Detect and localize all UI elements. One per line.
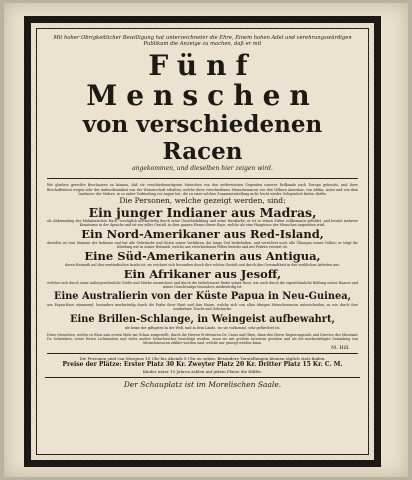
person-2-title: Ein Nord-Amerikaner aus Red-Island, bbox=[81, 226, 324, 241]
section-heading: Die Personen, welche gezeigt werden, sind: bbox=[119, 195, 286, 205]
venue-line: Der Schauplatz ist im Morelischen Saale. bbox=[45, 377, 360, 389]
person-6-desc: die keine der giftigsten in der Welt, und in dem Lande, wo sie vorkommt, sehr gefürchtet ist. bbox=[124, 325, 281, 330]
price-list: Preise der Plätze: Erster Platz 30 Kr. Zweyter Platz 20 Kr. Dritter Platz 15 Kr. C. M. bbox=[62, 360, 343, 368]
signature: M. Hill. bbox=[330, 344, 350, 351]
person-3-title: Eine Süd-Amerikanerin aus Antigua, bbox=[84, 249, 321, 264]
person-3-desc: deren Heimath auf den westindischen Inseln ist; sie zeichnet sich besonders durch ihre schöne Gestalt und durch ihre Gewandtheit in den weiblichen Arbeiten aus. bbox=[65, 263, 340, 268]
intro-paragraph: Wir glauben gerechte Beschauern zu können, daß sie verschiedenartigsten Menschen von den entferntesten Gegenden unserer Erdkunde nach Europa gebracht, und ihrer Beschaffenheit wegen sehr der Aufmerksamkeit von der Wissenschaft erhalten, welche diese verschiedenen Menschenracen von den Völkern Amerikas, von Afrika, Asien und von dem Inselmeer der Südsee, in so naher Verbindung vor Augen hat, die zu einer solchen Zusammenstellung nicht leicht wieder Gelegenheit bieten dürfte. bbox=[47, 183, 358, 196]
person-2-desc: derselbe ist vom Stamme der Indianer und hat alle Gebräuche und Sitten seiner Vorfahren, die lange Zeit beibehalten, und verrichtet noch alle Übungen seines Volkes; er trägt die Kleidung wie in seiner Heimath, welche aus verschiedenen Fellen besteht und mit Federn verziert ist. bbox=[47, 240, 358, 249]
poster-sheet bbox=[4, 3, 408, 477]
person-1-desc: als Abkömmling der Malabarischen Race, vorzüglich merkwürdig durch seine Gesichtsbildung und seine Hautfarbe; er ist in seinen Sitten vollkommen gebildet, und besitzt mehrere Kenntnisse in der Sprache und ist von edler Gestalt, in dem ganzen Wesen dieser Raçe, welche als eine Hauptrace der Menschen angesehen wird. bbox=[47, 218, 358, 227]
person-6-title: Eine Brillen-Schlange, in Weingeist aufbewahrt, bbox=[70, 313, 335, 325]
divider bbox=[47, 178, 358, 179]
person-1-title: Ein junger Indianer aus Madras, bbox=[88, 204, 317, 220]
inner-frame bbox=[36, 28, 369, 455]
arrival-note: angekommen, und dieselben hier zeigen wird. bbox=[132, 165, 273, 173]
children-note: Kinder unter 10 Jahren zahlen auf jedem Platze die Hälfte. bbox=[142, 368, 263, 374]
poster-content bbox=[45, 35, 360, 448]
divider bbox=[47, 353, 358, 354]
closing-paragraph: Diese Menschen, welche in Wien zum ersten Male zur Schau ausgestellt, durch die Herren Professoren Dr. Carus und Oken, dann den Herrn Regierungsrath und Director des Museums Dr. Schreibers, sowie Herrn Lichtenstein und vieler andere Naturforscher besichtigt wurden, wozu sie mit großem Interesse gesehen und als die merkwürdigste Sammlung von Menschenracen erklärt worden sind, welche nur gezeigt werden kann. bbox=[47, 332, 358, 345]
person-5-desc: aus Papua-Race stammend, besonders merkwürdig durch die Farbe ihrer Haut und ihre Haare, welche sich von allen übrigen Menschenracen unterscheiden, so wie durch ihre sonderbare Tracht und Gebräuche. bbox=[47, 303, 358, 312]
schedule-note: Die Personen sind von Morgens 10 Uhr bis Abends 8 Uhr zu sehen. Besondere Vorstellungen können täglich statt finden. bbox=[79, 355, 326, 361]
intro-text: Mit hoher Obrigkeitlicher Bewilligung hat unterzeichneter die Ehre, Einem hohen Adel und verehrungswürdigen Publikum die Anzeige zu machen, daß er mit bbox=[53, 35, 352, 48]
headline-subtitle: von verschiedenen Racen bbox=[82, 111, 323, 166]
headline: Fünf Menschen bbox=[86, 49, 319, 113]
person-4-desc: welcher sich durch seine außergewöhnliche Größe und Stärke auszeichnet und durch die tiefschwarze Farbe seiner Haut, wie auch durch die eigenthümliche Bildung seines Haares und seiner Gesichtszüge besonders merkwürdig ist. bbox=[47, 281, 358, 290]
person-4-title: Ein Afrikaner aus Jesoff, bbox=[123, 267, 282, 282]
person-5-title: Eine Australierin von der Küste Papua in Neu-Guinea, bbox=[54, 291, 351, 303]
ornamental-border bbox=[24, 16, 381, 467]
